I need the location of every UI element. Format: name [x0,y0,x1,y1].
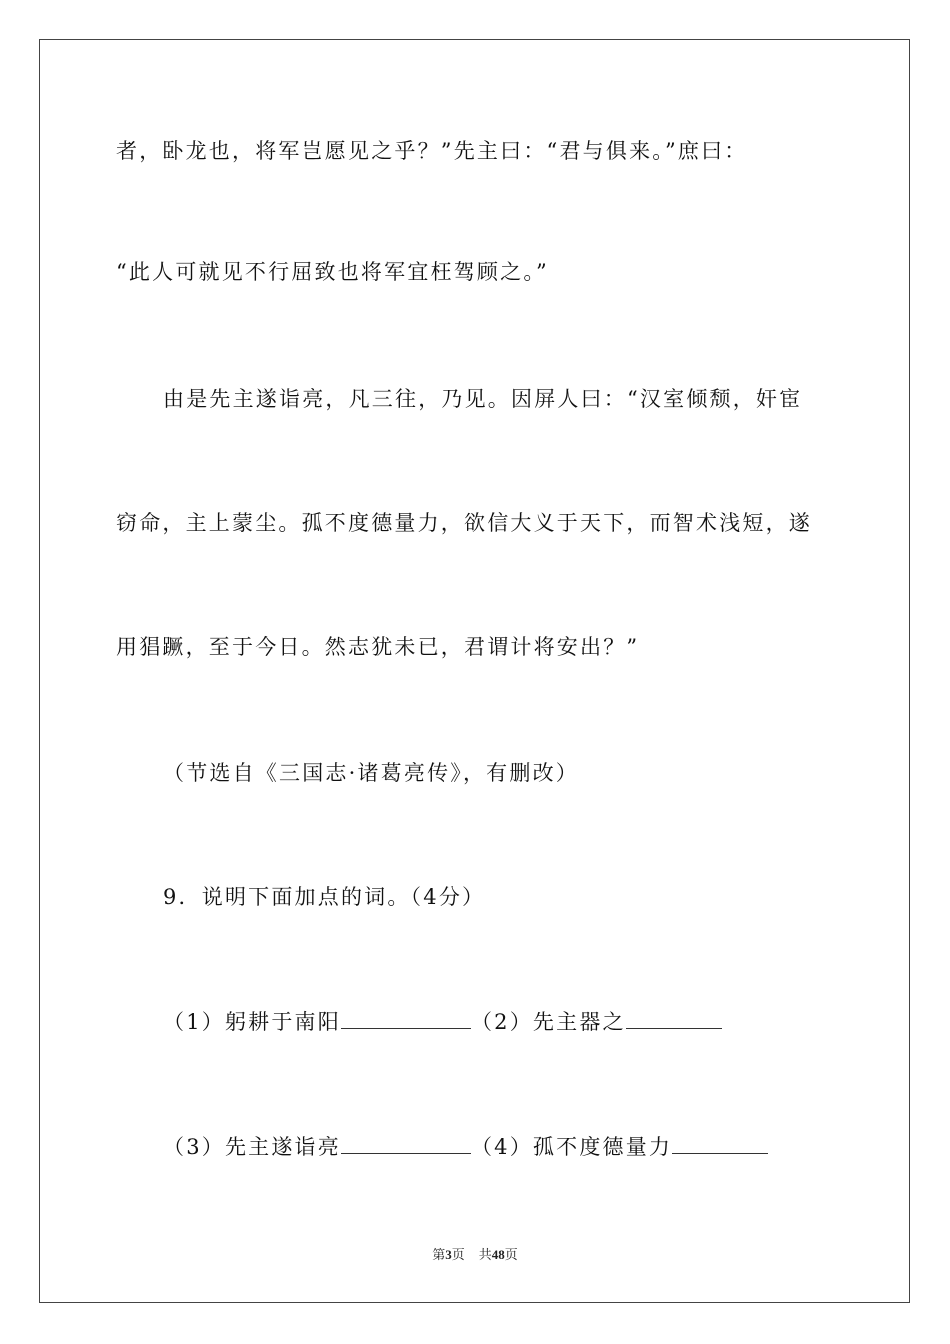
footer-total-suffix: 页 [504,1247,518,1262]
question-row-2 [163,1133,768,1161]
question-1-text: （1）躬耕于南阳 [163,1010,341,1034]
question-9-heading: 9．说明下面加点的词。（4分） [163,885,486,909]
text-line-2: “此人可就见不行屈致也将军宜枉驾顾之。” [116,260,549,284]
answer-blank-2[interactable] [626,1008,722,1029]
footer-total-prefix: 共 [478,1247,492,1262]
page-footer [0,1246,950,1264]
question-3-text: （3）先主遂诣亮 [163,1135,341,1159]
question-2-text: （2）先主器之 [470,1010,626,1034]
footer-page-prefix: 第 [432,1247,446,1262]
answer-blank-3[interactable] [341,1133,471,1154]
question-4-text: （4）孤不度德量力 [470,1135,673,1159]
answer-blank-1[interactable] [341,1008,471,1029]
question-row-1 [163,1008,722,1036]
text-line-4: 窃命，主上蒙尘。孤不度德量力，欲信大义于天下，而智术浅短，遂 [116,511,812,535]
text-line-5: 用猖蹶，至于今日。然志犹未已，君谓计将安出？” [116,635,640,659]
answer-blank-4[interactable] [672,1133,768,1154]
footer-total-number: 48 [491,1247,505,1262]
text-line-3: 由是先主遂诣亮，凡三往，乃见。因屏人曰：“汉室倾颓，奸宦 [163,387,803,411]
source-citation: （节选自《三国志·诸葛亮传》，有删改） [163,761,579,785]
page-frame [39,39,910,1303]
footer-page-suffix: 页 [451,1247,465,1262]
footer-page-number: 3 [445,1247,452,1262]
text-line-1: 者，卧龙也，将军岂愿见之乎？”先主曰：“君与俱来。”庶曰： [116,139,748,163]
